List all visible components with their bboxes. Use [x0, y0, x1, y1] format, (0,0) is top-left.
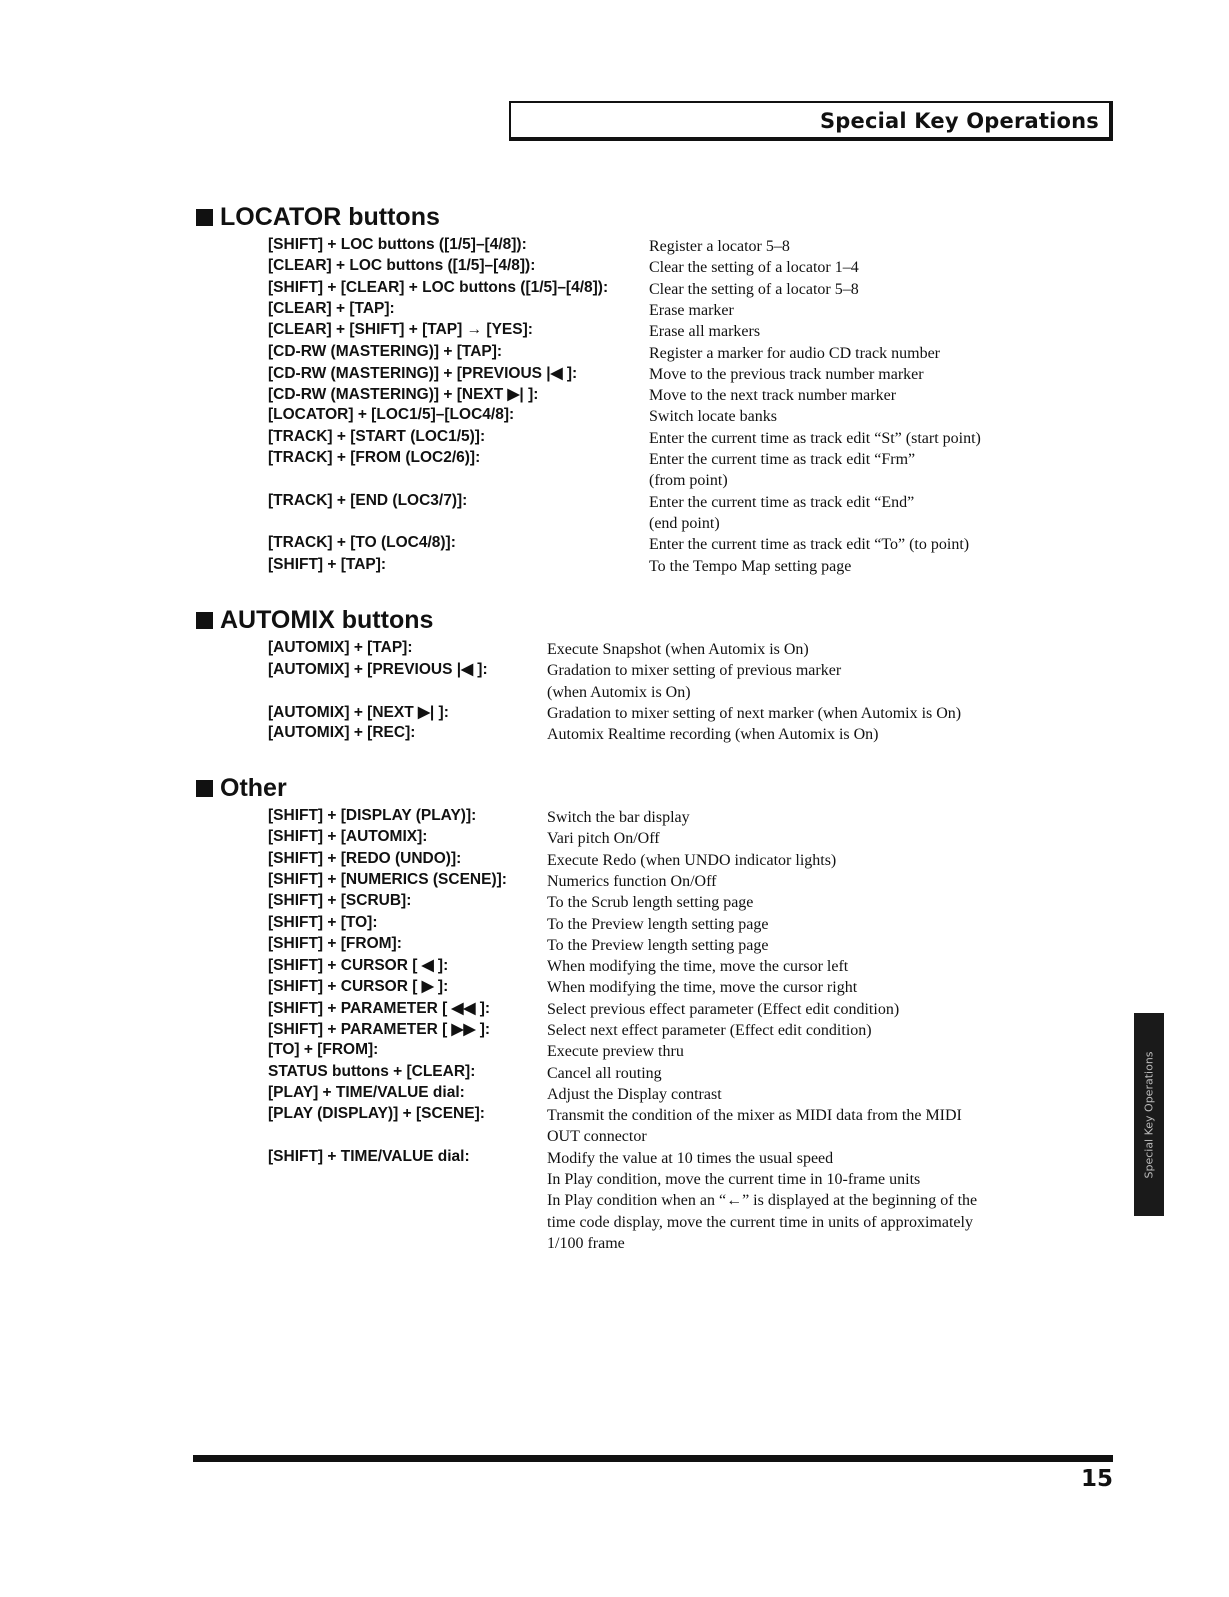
key-description	[649, 406, 777, 427]
key-description	[649, 492, 914, 535]
description-line: Gradation to mixer setting of previous marker	[547, 662, 842, 680]
description-line: Automix Realtime recording (when Automix is On)	[547, 726, 879, 744]
description-line: Vari pitch On/Off	[547, 830, 660, 848]
section-title-text: AUTOMIX buttons	[220, 606, 434, 634]
square-bullet-icon	[196, 209, 213, 226]
description-line: Switch the bar display	[547, 809, 690, 826]
key-combo: [PLAY (DISPLAY)] + [SCENE]:	[268, 1105, 485, 1123]
key-combo: [TRACK] + [TO (LOC4/8)]:	[268, 534, 456, 552]
key-combo: [SHIFT] + [TO]:	[268, 913, 378, 931]
description-line: Enter the current time as track edit “To” (to point)	[649, 536, 970, 554]
description-line: Execute Redo (when UNDO indicator lights)	[547, 851, 837, 869]
description-line: Erase marker	[649, 301, 734, 319]
key-combo: [TRACK] + [START (LOC1/5)]:	[268, 427, 486, 445]
key-combo: [CLEAR] + [TAP]:	[268, 299, 395, 317]
key-description	[649, 279, 859, 300]
description-line: When modifying the time, move the cursor right	[547, 979, 858, 997]
key-combo: [SHIFT] + [REDO (UNDO)]:	[268, 849, 462, 867]
side-tab	[1134, 1013, 1164, 1216]
key-description	[547, 639, 809, 660]
description-line: To the Scrub length setting page	[547, 894, 754, 912]
key-description	[547, 703, 961, 724]
section-title	[196, 774, 287, 803]
description-line: Move to the next track number marker	[649, 387, 897, 405]
key-description	[649, 534, 969, 555]
description-line: Execute Snapshot (when Automix is On)	[547, 641, 809, 658]
key-description	[547, 999, 899, 1020]
key-description	[547, 1148, 977, 1254]
key-description	[547, 1084, 722, 1105]
description-line: Select next effect parameter (Effect edit condition)	[547, 1022, 872, 1039]
description-line: Move to the previous track number marker	[649, 365, 924, 383]
side-tab-label: Special Key Operations	[1142, 1050, 1156, 1179]
description-line: Adjust the Display contrast	[547, 1085, 722, 1103]
key-combo: [LOCATOR] + [LOC1/5]–[LOC4/8]:	[268, 406, 515, 424]
footer-rule	[193, 1455, 1113, 1462]
key-description	[547, 1105, 962, 1148]
key-combo: [TRACK] + [END (LOC3/7)]:	[268, 491, 468, 509]
key-combo: [SHIFT] + [NUMERICS (SCENE)]:	[268, 870, 507, 888]
description-line: (end point)	[649, 514, 720, 532]
key-description	[547, 977, 857, 998]
key-combo: [SHIFT] + PARAMETER [ ◀◀ ]:	[268, 999, 491, 1017]
key-combo: [SHIFT] + CURSOR [ ◀ ]:	[268, 957, 449, 975]
key-combo: [SHIFT] + CURSOR [ ▶ ]:	[268, 978, 449, 996]
key-combo: [CLEAR] + [SHIFT] + [TAP] → [YES]:	[268, 321, 533, 339]
description-line: Cancel all routing	[547, 1064, 662, 1082]
section-title-text: LOCATOR buttons	[220, 203, 440, 231]
key-combo: [CD-RW (MASTERING)] + [NEXT ▶| ]:	[268, 386, 539, 404]
key-combo: [SHIFT] + [TAP]:	[268, 555, 387, 573]
description-line: Modify the value at 10 times the usual speed	[547, 1149, 834, 1167]
key-description	[547, 892, 753, 913]
key-combo: [CLEAR] + LOC buttons ([1/5]–[4/8]):	[268, 257, 536, 275]
key-combo: [TRACK] + [FROM (LOC2/6)]:	[268, 449, 481, 466]
description-line: Enter the current time as track edit “Frm”	[649, 451, 916, 468]
key-combo: [SHIFT] + [SCRUB]:	[268, 892, 412, 910]
description-line: Enter the current time as track edit “St” (start point)	[649, 429, 981, 447]
key-combo: [CD-RW (MASTERING)] + [PREVIOUS |◀ ]:	[268, 364, 578, 382]
description-line: To the Tempo Map setting page	[649, 557, 852, 575]
key-combo: [SHIFT] + [CLEAR] + LOC buttons ([1/5]–[4/8]):	[268, 278, 609, 296]
key-description	[649, 385, 896, 406]
key-description	[547, 1041, 684, 1062]
square-bullet-icon	[196, 612, 213, 629]
key-description	[649, 321, 760, 342]
description-line: Erase all markers	[649, 323, 761, 341]
description-line: Transmit the condition of the mixer as MIDI data from the MIDI	[547, 1107, 962, 1125]
key-description	[547, 1063, 662, 1084]
description-line: Gradation to mixer setting of next marker (when Automix is On)	[547, 704, 962, 722]
key-combo: [SHIFT] + [DISPLAY (PLAY)]:	[268, 807, 477, 824]
square-bullet-icon	[196, 780, 213, 797]
page-title: Special Key Operations	[819, 109, 1099, 133]
key-combo: [SHIFT] + LOC buttons ([1/5]–[4/8]):	[268, 236, 527, 253]
key-description	[547, 956, 848, 977]
description-line: In Play condition, move the current time in 10-frame units	[547, 1171, 921, 1189]
key-combo: [TO] + [FROM]:	[268, 1041, 379, 1059]
description-line: To the Preview length setting page	[547, 936, 769, 954]
description-line: Execute preview thru	[547, 1043, 684, 1061]
description-line: OUT connector	[547, 1128, 647, 1146]
key-description	[547, 850, 836, 871]
section-title-text: Other	[220, 774, 287, 802]
description-line: 1/100 frame	[547, 1234, 625, 1252]
key-description	[649, 343, 940, 364]
key-combo: STATUS buttons + [CLEAR]:	[268, 1062, 476, 1080]
section-title	[196, 203, 440, 232]
key-combo: [PLAY] + TIME/VALUE dial:	[268, 1083, 465, 1101]
description-line: In Play condition when an “←” is displayed at the beginning of the	[547, 1192, 978, 1210]
key-description	[547, 724, 879, 745]
description-line: Switch locate banks	[649, 408, 777, 426]
key-description	[649, 449, 915, 492]
description-line: Numerics function On/Off	[547, 872, 717, 890]
key-description	[547, 871, 716, 892]
key-description	[649, 556, 851, 577]
key-combo: [AUTOMIX] + [REC]:	[268, 724, 416, 742]
key-combo: [CD-RW (MASTERING)] + [TAP]:	[268, 342, 503, 360]
description-line: time code display, move the current time in units of approximately	[547, 1213, 973, 1231]
key-combo: [SHIFT] + PARAMETER [ ▶▶ ]:	[268, 1021, 491, 1038]
description-line: Clear the setting of a locator 1–4	[649, 259, 859, 277]
key-description	[547, 807, 690, 828]
description-line: Register a marker for audio CD track number	[649, 344, 941, 362]
key-description	[649, 236, 790, 257]
key-combo: [SHIFT] + [FROM]:	[268, 934, 402, 952]
key-combo: [AUTOMIX] + [NEXT ▶| ]:	[268, 703, 449, 721]
key-description	[649, 257, 859, 278]
key-combo: [AUTOMIX] + [TAP]:	[268, 639, 413, 656]
description-line: (when Automix is On)	[547, 683, 691, 701]
description-line: Clear the setting of a locator 5–8	[649, 280, 859, 298]
header-box	[509, 101, 1113, 141]
key-combo: [SHIFT] + TIME/VALUE dial:	[268, 1147, 470, 1165]
description-line: Register a locator 5–8	[649, 238, 790, 255]
key-description	[649, 428, 981, 449]
key-description	[547, 660, 841, 703]
key-combo: [AUTOMIX] + [PREVIOUS |◀ ]:	[268, 661, 488, 679]
key-description	[547, 935, 769, 956]
key-description	[649, 364, 924, 385]
description-line: Select previous effect parameter (Effect edit condition)	[547, 1000, 900, 1018]
description-line: When modifying the time, move the cursor left	[547, 958, 849, 976]
description-line: (from point)	[649, 472, 728, 490]
description-line: Enter the current time as track edit “End”	[649, 493, 915, 511]
description-line: To the Preview length setting page	[547, 915, 769, 933]
page-number: 15	[1080, 1466, 1113, 1492]
key-combo: [SHIFT] + [AUTOMIX]:	[268, 828, 428, 846]
key-description	[649, 300, 734, 321]
section-title	[196, 606, 433, 635]
key-description	[547, 828, 660, 849]
key-description	[547, 914, 769, 935]
key-description	[547, 1020, 872, 1041]
